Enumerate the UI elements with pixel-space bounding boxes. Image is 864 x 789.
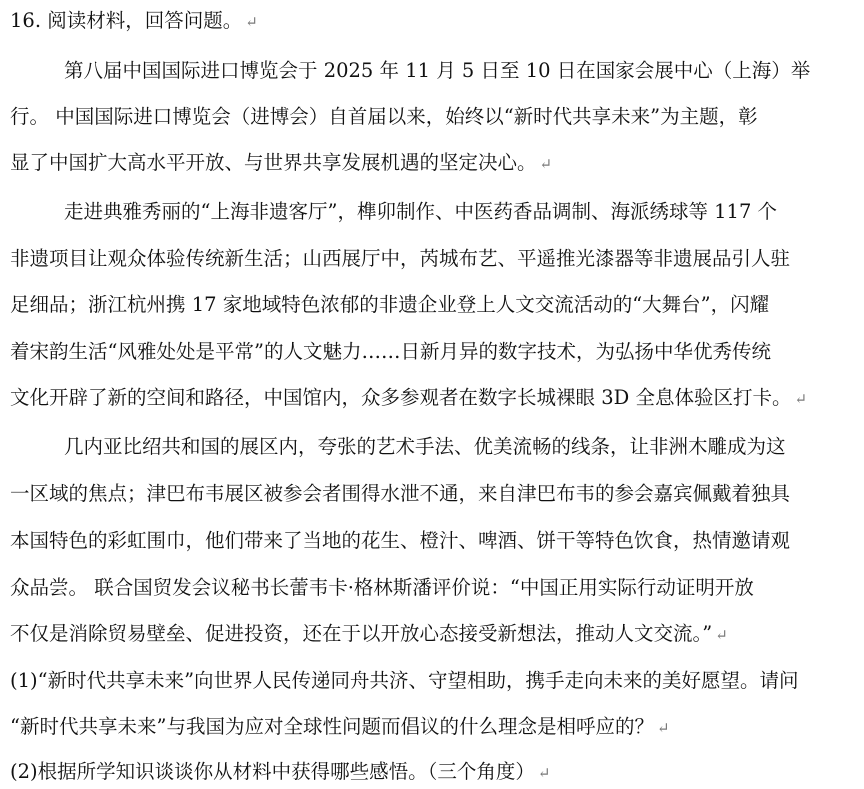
paragraph-3-line-5: 不仅是消除贸易壁垒、促进投资，还在于以开放心态接受新想法，推动人文交流。” ↵	[10, 622, 728, 645]
paragraph-mark-icon: ↵	[539, 155, 553, 173]
paragraph-2-line-4: 着宋韵生活“风雅处处是平常”的人文魅力……日新月异的数字技术，为弘扬中华优秀传统	[10, 340, 771, 363]
paragraph-1-line-3: 显了中国扩大高水平开放、与世界共享发展机遇的坚定决心。 ↵	[10, 151, 553, 174]
paragraph-3-line-1: 几内亚比绍共和国的展区内，夸张的艺术手法、优美流畅的线条，让非洲木雕成为这	[64, 435, 786, 458]
paragraph-mark-icon: ↵	[537, 764, 551, 782]
paragraph-3-line-2: 一区域的焦点；津巴布韦展区被参会者围得水泄不通，来自津巴布韦的参会嘉宾佩戴着独具	[10, 482, 791, 505]
paragraph-mark-icon: ↵	[245, 13, 258, 31]
paragraph-mark-icon: ↵	[715, 626, 728, 644]
sub-question-1-line-1: (1)“新时代共享未来”向世界人民传递同舟共济、守望相助，携手走向未来的美好愿望。请问	[10, 669, 799, 692]
paragraph-2-line-1: 走进典雅秀丽的“上海非遗客厅”，榫卯制作、中医药香品调制、海派绣球等 117 个	[64, 200, 778, 223]
sub-question-2-line-1: (2)根据所学知识谈谈你从材料中获得哪些感悟。（三个角度） ↵	[10, 760, 551, 783]
paragraph-mark-icon: ↵	[656, 719, 670, 737]
paragraph-2-line-3: 足细品；浙江杭州携 17 家地域特色浓郁的非遗企业登上人文交流活动的“大舞台”，闪耀	[10, 293, 770, 316]
paragraph-mark-icon: ↵	[794, 390, 808, 408]
paragraph-2-line-5: 文化开辟了新的空间和路径，中国馆内，众多参观者在数字长城裸眼 3D 全息体验区打卡。 ↵	[10, 386, 808, 409]
question-number-line: 16. 阅读材料，回答问题。	[10, 9, 243, 32]
sub-question-1-line-2: “新时代共享未来”与我国为应对全球性问题而倡议的什么理念是相呼应的？ ↵	[10, 715, 670, 738]
paragraph-3-line-3: 本国特色的彩虹围巾，他们带来了当地的花生、橙汁、啤酒、饼干等特色饮食，热情邀请观	[10, 529, 791, 552]
paragraph-1-line-1: 第八届中国国际进口博览会于 2025 年 11 月 5 日至 10 日在国家会展中心（上海）举	[64, 59, 811, 82]
paragraph-3-line-4: 众品尝。 联合国贸发会议秘书长蕾韦卡·格林斯潘评价说：“中国正用实际行动证明开放	[10, 576, 754, 599]
paragraph-1-line-2: 行。 中国国际进口博览会（进博会）自首届以来，始终以“新时代共享未来”为主题，彰	[10, 105, 758, 128]
paragraph-2-line-2: 非遗项目让观众体验传统新生活；山西展厅中，芮城布艺、平遥推光漆器等非遗展品引人驻	[10, 247, 791, 270]
question-header	[10, 9, 850, 34]
